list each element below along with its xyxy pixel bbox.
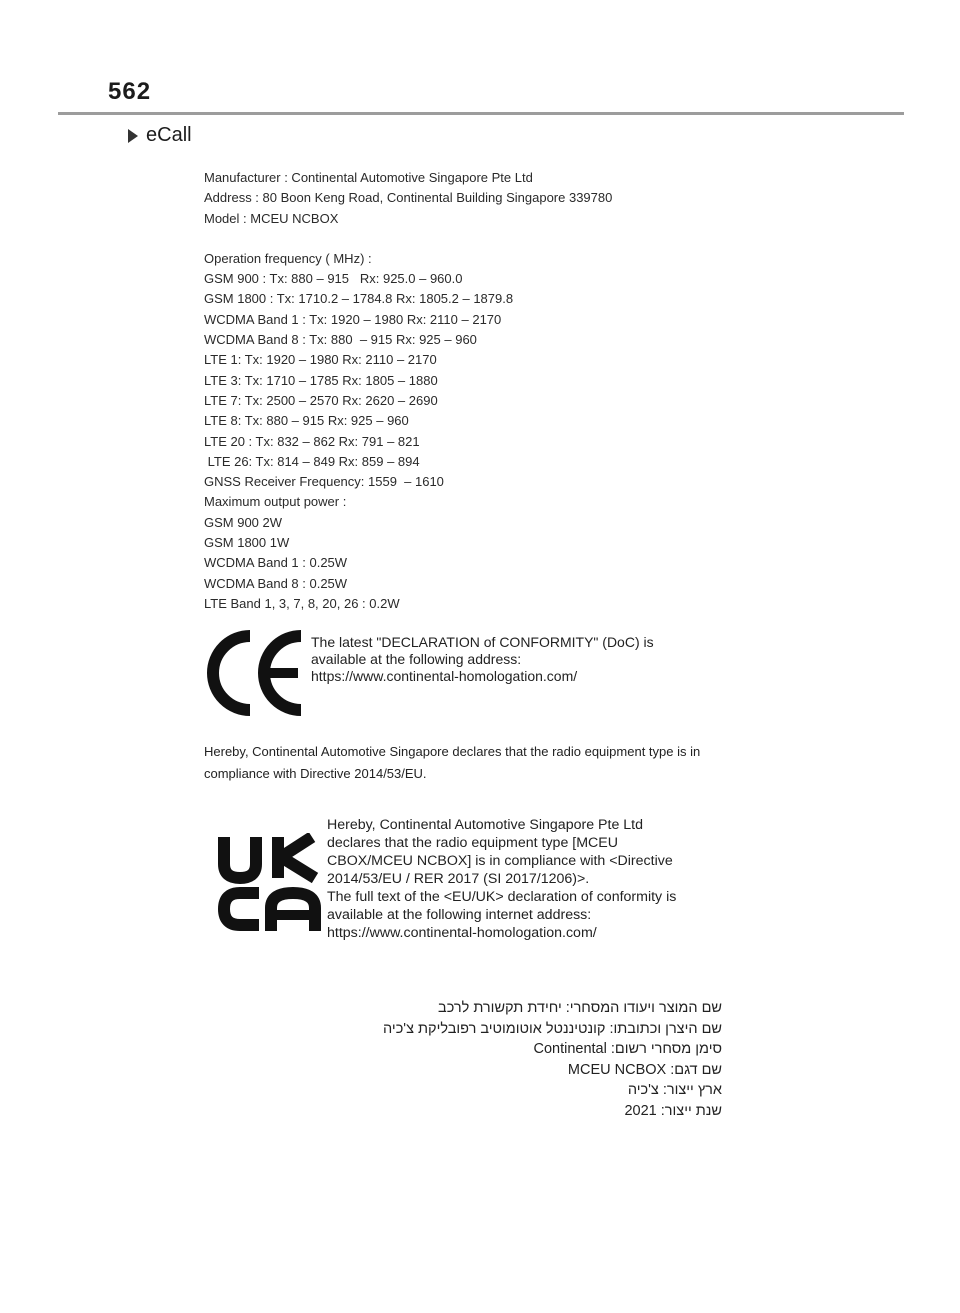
spec-line: Address : 80 Boon Keng Road, Continental Building Singapore 339780 — [204, 190, 613, 206]
spec-line: LTE 20 : Tx: 832 – 862 Rx: 791 – 821 — [204, 433, 420, 449]
hebrew-line: שם דגם: MCEU NCBOX — [567, 1061, 722, 1078]
spec-line: LTE 8: Tx: 880 – 915 Rx: 925 – 960 — [204, 413, 409, 429]
spec-line: LTE 1: Tx: 1920 – 1980 Rx: 2110 – 2170 — [204, 352, 437, 368]
spec-line: Operation frequency ( MHz) : — [204, 250, 372, 266]
spec-line: WCDMA Band 1 : 0.25W — [204, 555, 348, 571]
hebrew-line: ארץ ייצור: צ'כיה — [627, 1082, 722, 1099]
section-title: eCall — [146, 124, 192, 146]
spec-block — [204, 168, 612, 614]
spec-line: WCDMA Band 8 : 0.25W — [204, 575, 348, 591]
triangle-right-icon — [128, 129, 138, 143]
hebrew-line: סימן מסחרי רשום: Continental — [533, 1041, 722, 1058]
ukca-declaration-text: Hereby, Continental Automotive Singapore Pte Ltd declares that the radio equipment type [MCEU CBOX/MCEU NCBOX] is in compliance with <Directive 2014/53/EU / RER 2017 (SI 2017/1206)>. The full text of the <EU/UK> declaration of conformity is available at the following internet address: https://www.continental-homologation.com/ — [327, 817, 677, 941]
spec-line: GNSS Receiver Frequency: 1559 – 1610 — [204, 474, 444, 490]
spec-line: Model : MCEU NCBOX — [204, 210, 339, 226]
spec-line: LTE 7: Tx: 2500 – 2570 Rx: 2620 – 2690 — [204, 392, 438, 408]
header-divider — [58, 112, 904, 115]
hebrew-line: שנת ייצור: 2021 — [624, 1102, 722, 1119]
spec-line: Manufacturer : Continental Automotive Singapore Pte Ltd — [204, 170, 533, 185]
hebrew-line: שם היצרן וכתובתו: קונטיננטל אוטומוטיב רפובליקת צ'כיה — [383, 1020, 722, 1037]
spec-line: Maximum output power : — [204, 494, 347, 510]
hebrew-line: שם המוצר ויעודו המסחרי: יחידת תקשורת לרכב — [438, 1000, 722, 1016]
section-heading — [128, 124, 192, 147]
spec-line: GSM 1800 : Tx: 1710.2 – 1784.8 Rx: 1805.2 – 1879.8 — [204, 291, 514, 307]
hebrew-info-block — [330, 998, 722, 1122]
eu-compliance-statement: Hereby, Continental Automotive Singapore declares that the radio equipment type is in compliance with Directive 2014/53/EU. — [204, 744, 701, 781]
spec-line: WCDMA Band 1 : Tx: 1920 – 1980 Rx: 2110 – 2170 — [204, 311, 502, 327]
spec-line: WCDMA Band 8 : Tx: 880 – 915 Rx: 925 – 960 — [204, 332, 477, 348]
spec-line: LTE 26: Tx: 814 – 849 Rx: 859 – 894 — [204, 453, 420, 469]
spec-line: GSM 1800 1W — [204, 535, 290, 551]
spec-line: LTE 3: Tx: 1710 – 1785 Rx: 1805 – 1880 — [204, 372, 438, 388]
ce-mark-logo — [206, 628, 306, 718]
spec-gap — [204, 229, 612, 249]
ukca-mark-logo — [217, 833, 321, 935]
ce-doc-text: The latest "DECLARATION of CONFORMITY" (DoC) is available at the following address: https://www.continental-homologation.com/ — [311, 634, 654, 684]
spec-line: LTE Band 1, 3, 7, 8, 20, 26 : 0.2W — [204, 595, 400, 611]
page-number: 562 — [108, 78, 152, 105]
spec-line: GSM 900 2W — [204, 514, 283, 530]
spec-line: GSM 900 : Tx: 880 – 915 Rx: 925.0 – 960.0 — [204, 271, 463, 287]
